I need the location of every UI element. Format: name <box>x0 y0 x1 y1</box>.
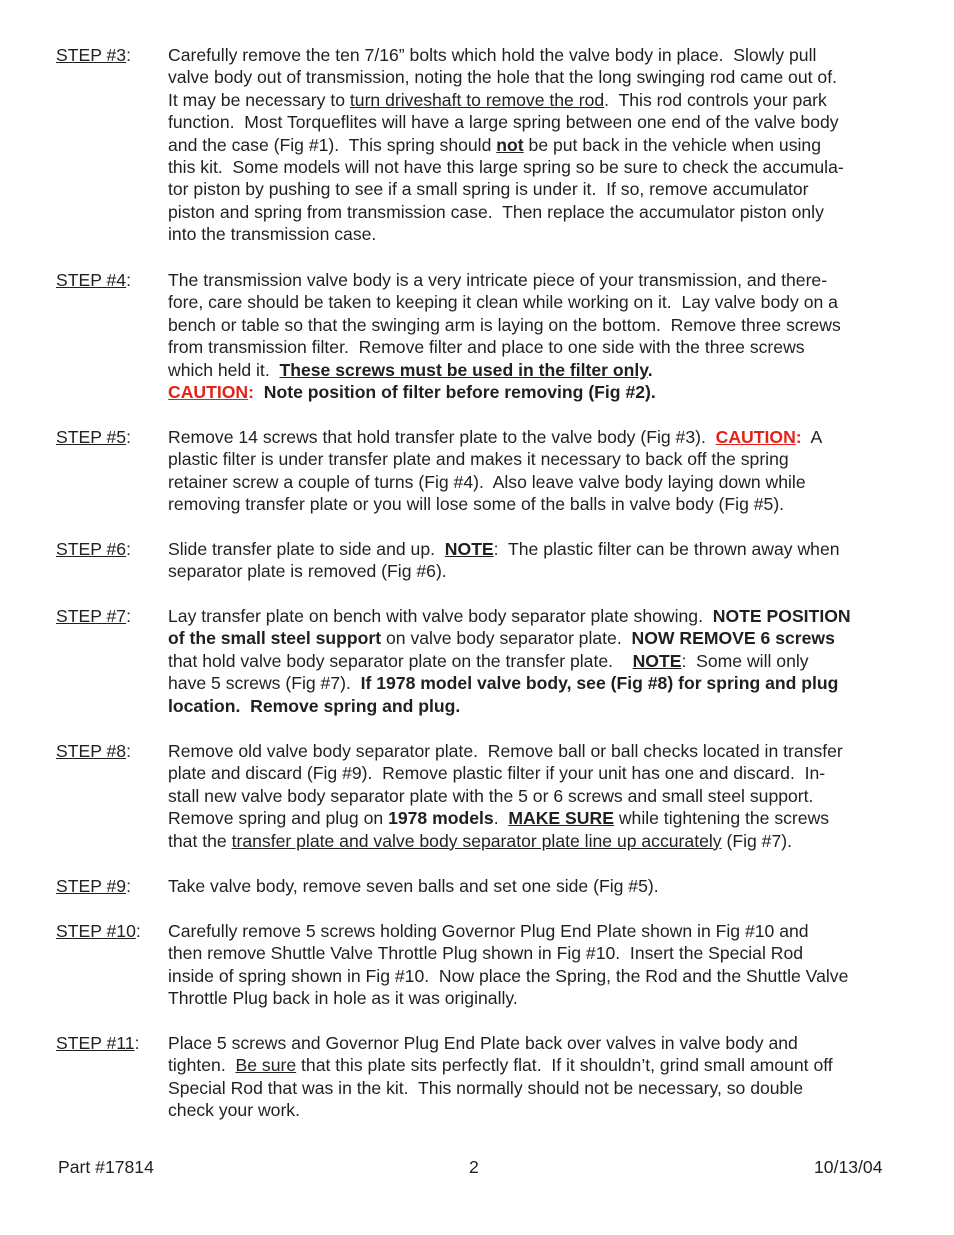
text-run: Carefully remove the ten 7/16” bolts which hold the valve body in place. Slowly pull <box>168 45 817 65</box>
text-run: A <box>801 427 823 447</box>
step-label-colon: : <box>134 1033 140 1053</box>
text-run: The transmission valve body is a very intricate piece of your transmission, and there- <box>168 270 828 290</box>
text-run: Remove spring and plug on <box>168 808 389 829</box>
text-run: inside of spring shown in Fig #10. Now place the Spring, the Rod and the Shuttle Valve <box>168 965 849 986</box>
step-label-colon: : <box>126 270 131 290</box>
footer-date: 10/13/04 <box>814 1157 883 1177</box>
text-run: plastic filter is under transfer plate and makes it necessary to back off the spring <box>168 449 789 470</box>
text-run: CAUTION <box>715 427 796 447</box>
text-run: this kit. Some models will not have this large spring so be sure to check the accumula- <box>168 157 844 178</box>
text-run: retainer screw a couple of turns (Fig #4). Also leave valve body laying down while <box>168 471 806 492</box>
step-label <box>56 44 131 66</box>
text-line <box>168 448 904 470</box>
step-label-text: STEP #9 <box>56 876 127 896</box>
text-line <box>168 1032 904 1054</box>
text-run: NOTE <box>444 539 494 559</box>
text-run: that this plate sits perfectly flat. If it shouldn’t, grind small amount off <box>296 1055 833 1076</box>
text-run: Lay transfer plate on bench with valve body separator plate showing. <box>168 606 713 626</box>
text-run: 1978 models <box>388 808 494 829</box>
step-label-text: STEP #3 <box>56 45 127 65</box>
text-run: that hold valve body separator plate on the transfer plate. <box>168 650 633 671</box>
text-run: not <box>496 134 524 155</box>
text-line <box>168 560 904 582</box>
step-text <box>168 920 904 1010</box>
text-line <box>168 493 904 515</box>
step-text <box>168 740 904 852</box>
step-label-text: STEP #5 <box>56 427 127 447</box>
step-label <box>56 605 131 627</box>
text-run: Note position of filter before removing (Fig #2). <box>254 382 656 403</box>
text-run: be put back in the vehicle when using <box>523 134 821 155</box>
text-run: removing transfer plate or you will lose some of the balls in valve body (Fig #5). <box>168 494 785 515</box>
text-line <box>168 471 904 493</box>
text-run: into the transmission case. <box>168 224 377 245</box>
step-label-colon: : <box>126 606 131 626</box>
text-run: NOW REMOVE 6 screws <box>631 628 835 649</box>
step-label-text: STEP #11 <box>56 1033 135 1053</box>
step-label <box>56 269 131 291</box>
text-line <box>168 156 904 178</box>
text-run: It may be necessary to <box>168 89 350 110</box>
step-text <box>168 269 904 403</box>
step-text <box>168 1032 904 1122</box>
text-run: of the small steel support <box>168 628 382 649</box>
text-run: : <box>248 382 255 403</box>
text-run: If 1978 model valve body, see (Fig #8) for spring and plug <box>360 673 839 694</box>
text-line <box>168 965 904 987</box>
text-run: NOTE <box>632 650 682 671</box>
text-run: Take valve body, remove seven balls and set one side (Fig #5). <box>168 876 659 896</box>
text-run: MAKE SURE <box>508 808 614 829</box>
text-line <box>168 201 904 223</box>
text-run: : <box>795 427 802 447</box>
text-run: . <box>493 808 509 829</box>
text-line <box>168 627 904 649</box>
text-run: fore, care should be taken to keeping it clean while working on it. Lay valve body on a <box>168 292 838 313</box>
text-line <box>168 336 904 358</box>
text-run: valve body out of transmission, noting the hole that the long swinging rod came out of. <box>168 67 837 88</box>
text-run: separator plate is removed (Fig #6). <box>168 561 447 582</box>
text-run: function. Most Torqueflites will have a large spring between one end of the valve body <box>168 112 839 133</box>
step-label-text: STEP #6 <box>56 539 127 559</box>
text-line <box>168 672 904 694</box>
text-run: while tightening the screws <box>613 808 830 829</box>
text-line <box>168 875 904 897</box>
step-text <box>168 426 904 516</box>
step-label <box>56 920 141 942</box>
text-run: Carefully remove 5 screws holding Governor Plug End Plate shown in Fig #10 and <box>168 921 809 941</box>
text-line <box>168 807 904 829</box>
text-line <box>168 291 904 313</box>
text-line <box>168 942 904 964</box>
text-line <box>168 650 904 672</box>
text-run: NOTE POSITION <box>712 606 851 626</box>
step-label-colon: : <box>126 876 131 896</box>
text-run: piston and spring from transmission case. Then replace the accumulator piston only <box>168 201 824 222</box>
footer-part-number: Part #17814 <box>58 1157 154 1177</box>
step-label <box>56 538 131 560</box>
step-text <box>168 538 904 583</box>
text-line <box>168 920 904 942</box>
text-run: have 5 screws (Fig #7). <box>168 673 361 694</box>
text-line <box>168 785 904 807</box>
text-line <box>168 44 904 66</box>
text-run: that the <box>168 830 232 851</box>
text-run: and the case (Fig #1). This spring should <box>168 134 497 155</box>
text-run: on valve body separator plate. <box>381 628 632 649</box>
text-run: plate and discard (Fig #9). Remove plastic filter if your unit has one and discard. In- <box>168 763 826 784</box>
step-label-colon: : <box>135 921 141 941</box>
text-run: stall new valve body separator plate with the 5 or 6 screws and small steel support. <box>168 785 814 806</box>
text-line <box>168 134 904 156</box>
text-run: : The plastic filter can be thrown away when <box>493 539 840 559</box>
text-run: : Some will only <box>681 650 809 671</box>
step-label-colon: : <box>126 45 131 65</box>
step-label-text: STEP #7 <box>56 606 127 626</box>
text-line <box>168 987 904 1009</box>
text-line <box>168 269 904 291</box>
step-label-text: STEP #10 <box>56 921 136 941</box>
text-line <box>168 762 904 784</box>
text-line <box>168 314 904 336</box>
text-line <box>168 1099 904 1121</box>
text-run: These screws must be used in the filter only <box>279 359 648 380</box>
step-text <box>168 605 904 717</box>
text-line <box>168 359 904 381</box>
text-line <box>168 695 904 717</box>
text-run: Place 5 screws and Governor Plug End Plate back over valves in valve body and <box>168 1033 798 1053</box>
text-run: Special Rod that was in the kit. This normally should not be necessary, so double <box>168 1077 804 1098</box>
text-line <box>168 223 904 245</box>
text-run: (Fig #7). <box>721 830 792 851</box>
text-run: bench or table so that the swinging arm is laying on the bottom. Remove three screws <box>168 314 841 335</box>
text-run: Remove old valve body separator plate. Remove ball or ball checks located in transfer <box>168 741 843 761</box>
text-line <box>168 605 904 627</box>
text-run: Throttle Plug back in hole as it was originally. <box>168 988 518 1009</box>
text-run: location. Remove spring and plug. <box>168 695 461 716</box>
text-run: then remove Shuttle Valve Throttle Plug shown in Fig #10. Insert the Special Rod <box>168 943 804 964</box>
text-run: from transmission filter. Remove filter and place to one side with the three screws <box>168 337 805 358</box>
text-run: Slide transfer plate to side and up. <box>168 539 445 559</box>
step-label-text: STEP #4 <box>56 270 127 290</box>
text-run: tor piston by pushing to see if a small spring is under it. If so, remove accumulator <box>168 179 809 200</box>
text-line <box>168 830 904 852</box>
step-label <box>56 740 131 762</box>
text-line <box>168 1077 904 1099</box>
step-label-colon: : <box>126 741 131 761</box>
text-run: CAUTION <box>168 382 249 403</box>
text-line <box>168 426 904 448</box>
footer-page-number: 2 <box>469 1157 479 1177</box>
text-line <box>168 538 904 560</box>
step-label <box>56 875 131 897</box>
text-line <box>168 89 904 111</box>
text-line <box>168 740 904 762</box>
text-run: Be sure <box>235 1055 297 1076</box>
text-line <box>168 1054 904 1076</box>
step-label <box>56 426 131 448</box>
step-label-text: STEP #8 <box>56 741 127 761</box>
text-line <box>168 111 904 133</box>
step-text <box>168 44 904 246</box>
step-text <box>168 875 904 897</box>
text-run: tighten. <box>168 1055 236 1076</box>
text-run: Remove 14 screws that hold transfer plate to the valve body (Fig #3). <box>168 427 716 447</box>
text-run: which held it. <box>168 359 280 380</box>
text-run: turn driveshaft to remove the rod <box>349 89 605 110</box>
text-line <box>168 381 904 403</box>
text-run: . This rod controls your park <box>604 89 827 110</box>
step-label <box>56 1032 139 1054</box>
text-run: transfer plate and valve body separator plate line up accurately <box>231 830 722 851</box>
text-line <box>168 66 904 88</box>
step-label-colon: : <box>126 539 131 559</box>
text-run: . <box>647 359 653 380</box>
text-line <box>168 178 904 200</box>
step-label-colon: : <box>126 427 131 447</box>
text-run: check your work. <box>168 1100 300 1121</box>
